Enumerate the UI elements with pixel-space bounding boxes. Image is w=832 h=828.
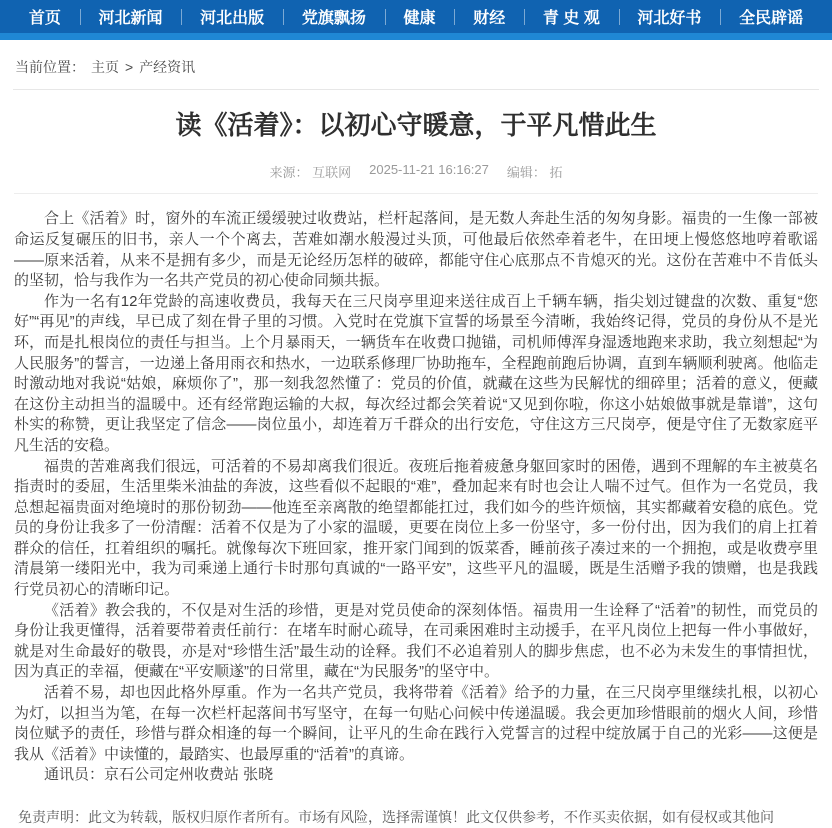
article-paragraph: 合上《活着》时，窗外的车流正缓缓驶过收费站，栏杆起落间，是无数人奔赴生活的匆匆身影。福贵的一生像一部被命运反复碾压的旧书，亲人一个个离去，苦难如潮水般漫过头顶，可他最后依然牵着老牛，在田埂上慢悠悠地哼着歌谣——原来活着，从来不是拥有多少，而是无论经历怎样的破碎，都能守住心底那点不肯熄灭的光。这份在苦难中不肯低头的坚韧，恰与我作为一名共产党员的初心使命同频共振。 — [14, 210, 818, 290]
breadcrumb-label: 当前位置： — [15, 59, 85, 75]
nav-item-hebei-books[interactable]: 河北好书 — [619, 0, 721, 33]
article-body — [14, 209, 818, 786]
nav-item-party-flag[interactable]: 党旗飘扬 — [283, 0, 385, 33]
nav-item-history[interactable]: 青 史 观 — [524, 0, 619, 33]
article-editor — [507, 162, 563, 181]
article-source — [269, 162, 351, 181]
nav-item-finance[interactable]: 财经 — [454, 0, 524, 33]
article-meta — [14, 162, 818, 181]
article-title: 读《活着》：以初心守暖意，于平凡惜此生 — [175, 110, 657, 140]
article-datetime: 2025-11-21 16:16:27 — [369, 162, 489, 178]
editor-value: 拓 — [549, 165, 563, 181]
breadcrumb-home-link[interactable]: 主页 — [91, 59, 119, 75]
article-paragraph: 福贵的苦难离我们很远，可活着的不易却离我们很近。夜班后拖着疲惫身躯回家时的困倦，遇到不理解的车主被莫名指责时的委屈，生活里柴米油盐的奔波，这些看似不起眼的“难”，叠加起来有时也会让人喘不过气。但作为一名党员，我总想起福贵面对绝境时的那份韧劲——他连至亲离散的绝望都能扛过，我们如今的些许烦恼，其实都藏着安稳的底色。党员的身份让我多了一份清醒：活着不仅是为了小家的温暖，更要在岗位上多一份坚守，多一份付出，因为我们的肩上扛着群众的信任，扛着组织的嘱托。就像每次下班回家，推开家门闻到的饭菜香，睡前孩子凑过来的一个拥抱，或是收费亭里清晨第一缕阳光中，我为司乘递上通行卡时那句真诚的“一路平安”，这些平凡的温暖，既是生活赠予我的馈赠，也是我践行党员初心的清晰印记。 — [14, 457, 818, 599]
nav-item-rumor-debunk[interactable]: 全民辟谣 — [720, 0, 822, 33]
source-label: 来源： — [269, 165, 309, 181]
article-paragraph: 活着不易，却也因此格外厚重。作为一名共产党员，我将带着《活着》给予的力量，在三尺岗亭里继续扎根，以初心为灯，以担当为笔，在每一次栏杆起落间书写坚守，在每一句贴心问候中传递温暖。我会更加珍惜眼前的烟火人间，珍惜岗位赋予的责任，珍惜与群众相逢的每一个瞬间，让平凡的生命在践行入党誓言的过程中绽放属于自己的光彩——这便是我从《活着》中读懂的，最踏实、也最厚重的“活着”的真谛。 — [14, 684, 818, 763]
nav-item-health[interactable]: 健康 — [385, 0, 455, 33]
source-value: 互联网 — [312, 165, 352, 181]
footer — [0, 807, 832, 828]
nav-item-hebei-press[interactable]: 河北出版 — [181, 0, 283, 33]
breadcrumb — [13, 40, 819, 90]
nav-item-hebei-news[interactable]: 河北新闻 — [80, 0, 182, 33]
article — [0, 107, 832, 786]
top-nav — [0, 0, 832, 33]
nav-item-home[interactable]: 首页 — [28, 10, 61, 27]
article-paragraph: 作为一名有12年党龄的高速收费员，我每天在三尺岗亭里迎来送往成百上千辆车辆，指尖划过键盘的次数、重复“您好”“再见”的声线，早已成了刻在骨子里的习惯。入党时在党旗下宣誓的场景至今清晰，我始终记得，党员的身份从不是光环，而是扎根岗位的责任与担当。上个月暴雨天，一辆货车在收费口抛锚，司机师傅浑身湿透地跑来求助，我立刻想起“为人民服务”的誓言，一边递上备用雨衣和热水，一边联系修理厂协助拖车，全程跑前跑后协调，直到车辆顺利驶离。他临走时激动地对我说“姑娘，麻烦你了”，那一刻我忽然懂了：党员的价值，就藏在这些为民解忧的细碎里；活着的意义，便藏在这份主动担当的温暖中。还有经常跑运输的大叔，每次经过都会笑着说“又见到你啦，你这小姑娘做事就是靠谱”，这句朴实的称赞，更让我坚定了信念——岗位虽小，却连着万千群众的出行安危，守住这方三尺岗亭，便是守住了无数家庭平凡生活的安稳。 — [14, 292, 818, 454]
article-paragraph: 《活着》教会我的，不仅是对生活的珍惜，更是对党员使命的深刻体悟。福贵用一生诠释了“活着”的韧性，而党员的身份让我更懂得，活着要带着责任前行：在堵车时耐心疏导，在司乘困难时主动援手，在平凡岗位上把每一件小事做好，就是对生命最好的敬畏，亦是对“珍惜生活”最生动的诠释。我们不必追着别人的脚步焦虑，也不必为未发生的事情担忧，因为真正的幸福，便藏在“平安顺遂”的日常里，藏在“为民服务”的坚守中。 — [14, 601, 818, 681]
breadcrumb-separator: > — [125, 59, 134, 75]
breadcrumb-category-link[interactable]: 产经资讯 — [139, 59, 196, 75]
editor-label: 编辑： — [506, 165, 546, 181]
article-correspondent: 通讯员：京石公司定州收费站 张晓 — [44, 766, 274, 784]
disclaimer-text: 免责声明：此文为转载，版权归原作者所有。市场有风险，选择需谨慎！此文仅供参考，不作买卖依据，如有侵权或其他问 — [18, 809, 774, 826]
nav-accent-strip — [0, 33, 832, 40]
meta-divider — [14, 193, 818, 194]
